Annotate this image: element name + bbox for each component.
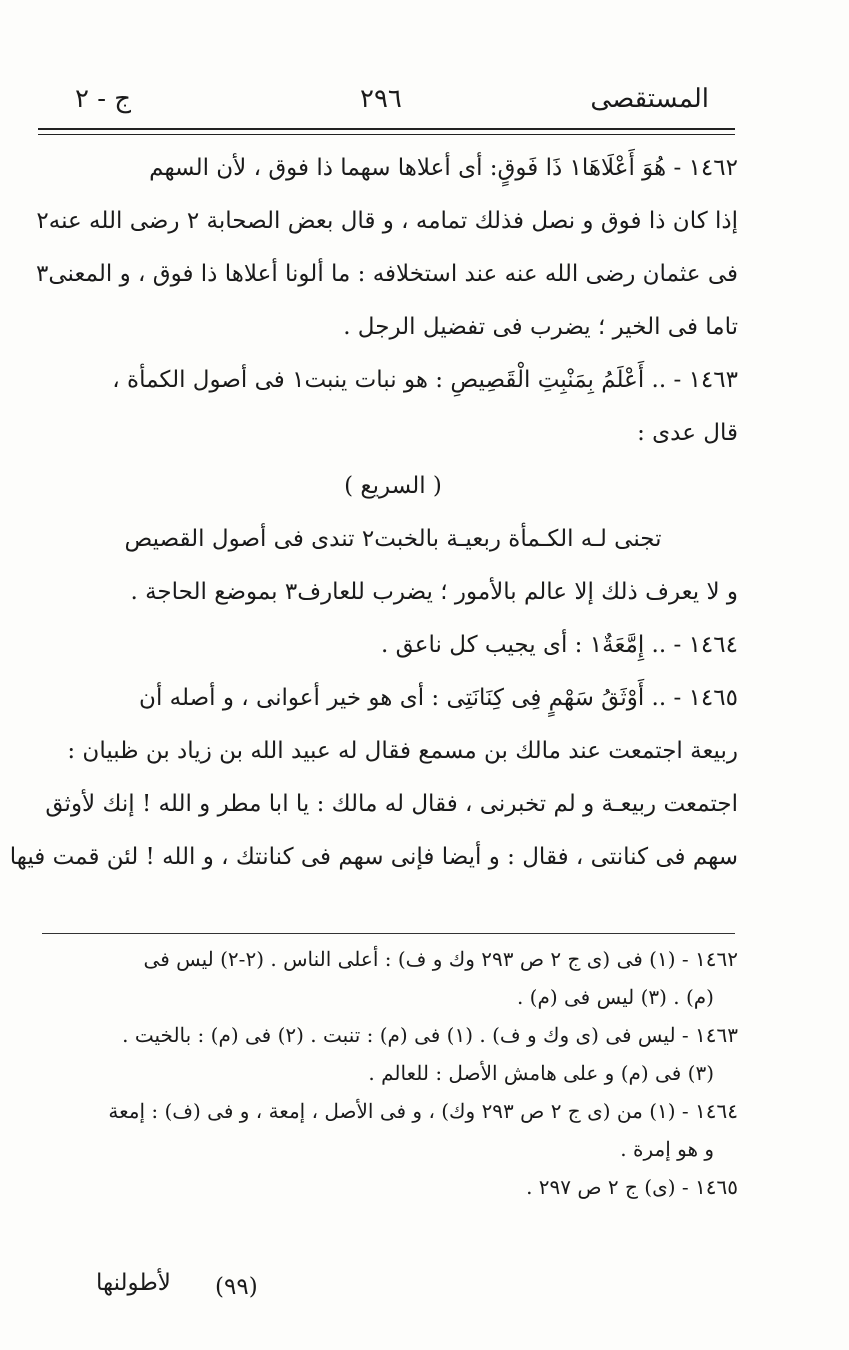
footnote-line: ١٤٦٣ - ليس فى (ى وك و ف) . (١) فى (م) : تنبت . (٢) فى (م) : بالخيت .	[122, 1023, 738, 1047]
text-line: ربيعة اجتمعت عند مالك بن مسمع فقال له عبيد الله بن زياد بن ظبيان :	[67, 738, 738, 764]
catchword: لأطولنها	[96, 1270, 171, 1296]
footnotes	[48, 940, 738, 1206]
text-line: سهم فى كنانتى ، فقال : و أيضا فإنى سهم فى كنانتك ، و الله ! لئن قمت فيها	[9, 844, 738, 870]
text-line: إذا كان ذا فوق و نصل فذلك تمامه ، و قال بعض الصحابة ٢ رضى الله عنه٢	[36, 208, 738, 234]
footnote-rule	[42, 933, 735, 934]
text-line: قال عدى :	[637, 420, 738, 446]
signature-mark: (٩٩)	[215, 1274, 258, 1300]
text-line: و لا يعرف ذلك إلا عالم بالأمور ؛ يضرب للعارف٣ بموضع الحاجة .	[130, 579, 738, 605]
footnote-line: و هو إمرة .	[620, 1137, 714, 1161]
header-rule-thick	[38, 128, 735, 130]
footnote-line: ١٤٦٥ - (ى) ج ٢ ص ٢٩٧ .	[526, 1175, 738, 1199]
footnote-line: (م) . (٣) ليس فى (م) .	[516, 985, 714, 1009]
text-line: فى عثمان رضى الله عنه عند استخلافه : ما ألونا أعلاها ذا فوق ، و المعنى٣	[36, 261, 738, 287]
text-line: ١٤٦٢ - هُوَ أَعْلَاهَا١ ذَا فَوقٍ: أى أعلاها سهما ذا فوق ، لأن السهم	[149, 155, 738, 181]
running-header	[40, 84, 739, 124]
book-title: المستقصى	[590, 84, 709, 114]
footnote-line: ١٤٦٤ - (١) من (ى ج ٢ ص ٢٩٣ وك) ، و فى الأصل ، إمعة ، و فى (ف) : إمعة	[108, 1099, 738, 1123]
page-number: ٢٩٦	[360, 84, 402, 114]
main-text	[9, 142, 738, 884]
header-rule-thin	[38, 134, 735, 135]
text-line: اجتمعت ربيعـة و لم تخبرنى ، فقال له مالك : يا ابا مطر و الله ! إنك لأوثق	[45, 791, 738, 817]
text-line: ١٤٦٥ - .. أَوْثَقُ سَهْمٍ فِى كِنَانَتِى : أى هو خير أعوانى ، و أصله أن	[139, 685, 738, 711]
volume-label: ج - ٢	[75, 84, 132, 114]
meter-label: ( السريع )	[344, 473, 442, 499]
footnote-line: (٣) فى (م) و على هامش الأصل : للعالم .	[368, 1061, 714, 1085]
text-line: ١٤٦٣ - .. أَعْلَمُ بِمَنْبِتِ الْقَصِيصِ : هو نبات ينبت١ فى أصول الكمأة ،	[112, 367, 738, 393]
text-line: تاما فى الخير ؛ يضرب فى تفضيل الرجل .	[343, 314, 738, 340]
footnote-line: ١٤٦٢ - (١) فى (ى ج ٢ ص ٢٩٣ وك و ف) : أعلى الناس . (٢-٢) ليس فى	[143, 947, 738, 971]
text-line: ١٤٦٤ - .. إِمَّعَةٌ١ : أى يجيب كل ناعق .	[380, 632, 738, 658]
verse-line: تجنى لـه الكـمأة ربعيـة بالخبت٢ تندى فى أصول القصيص	[124, 526, 662, 552]
